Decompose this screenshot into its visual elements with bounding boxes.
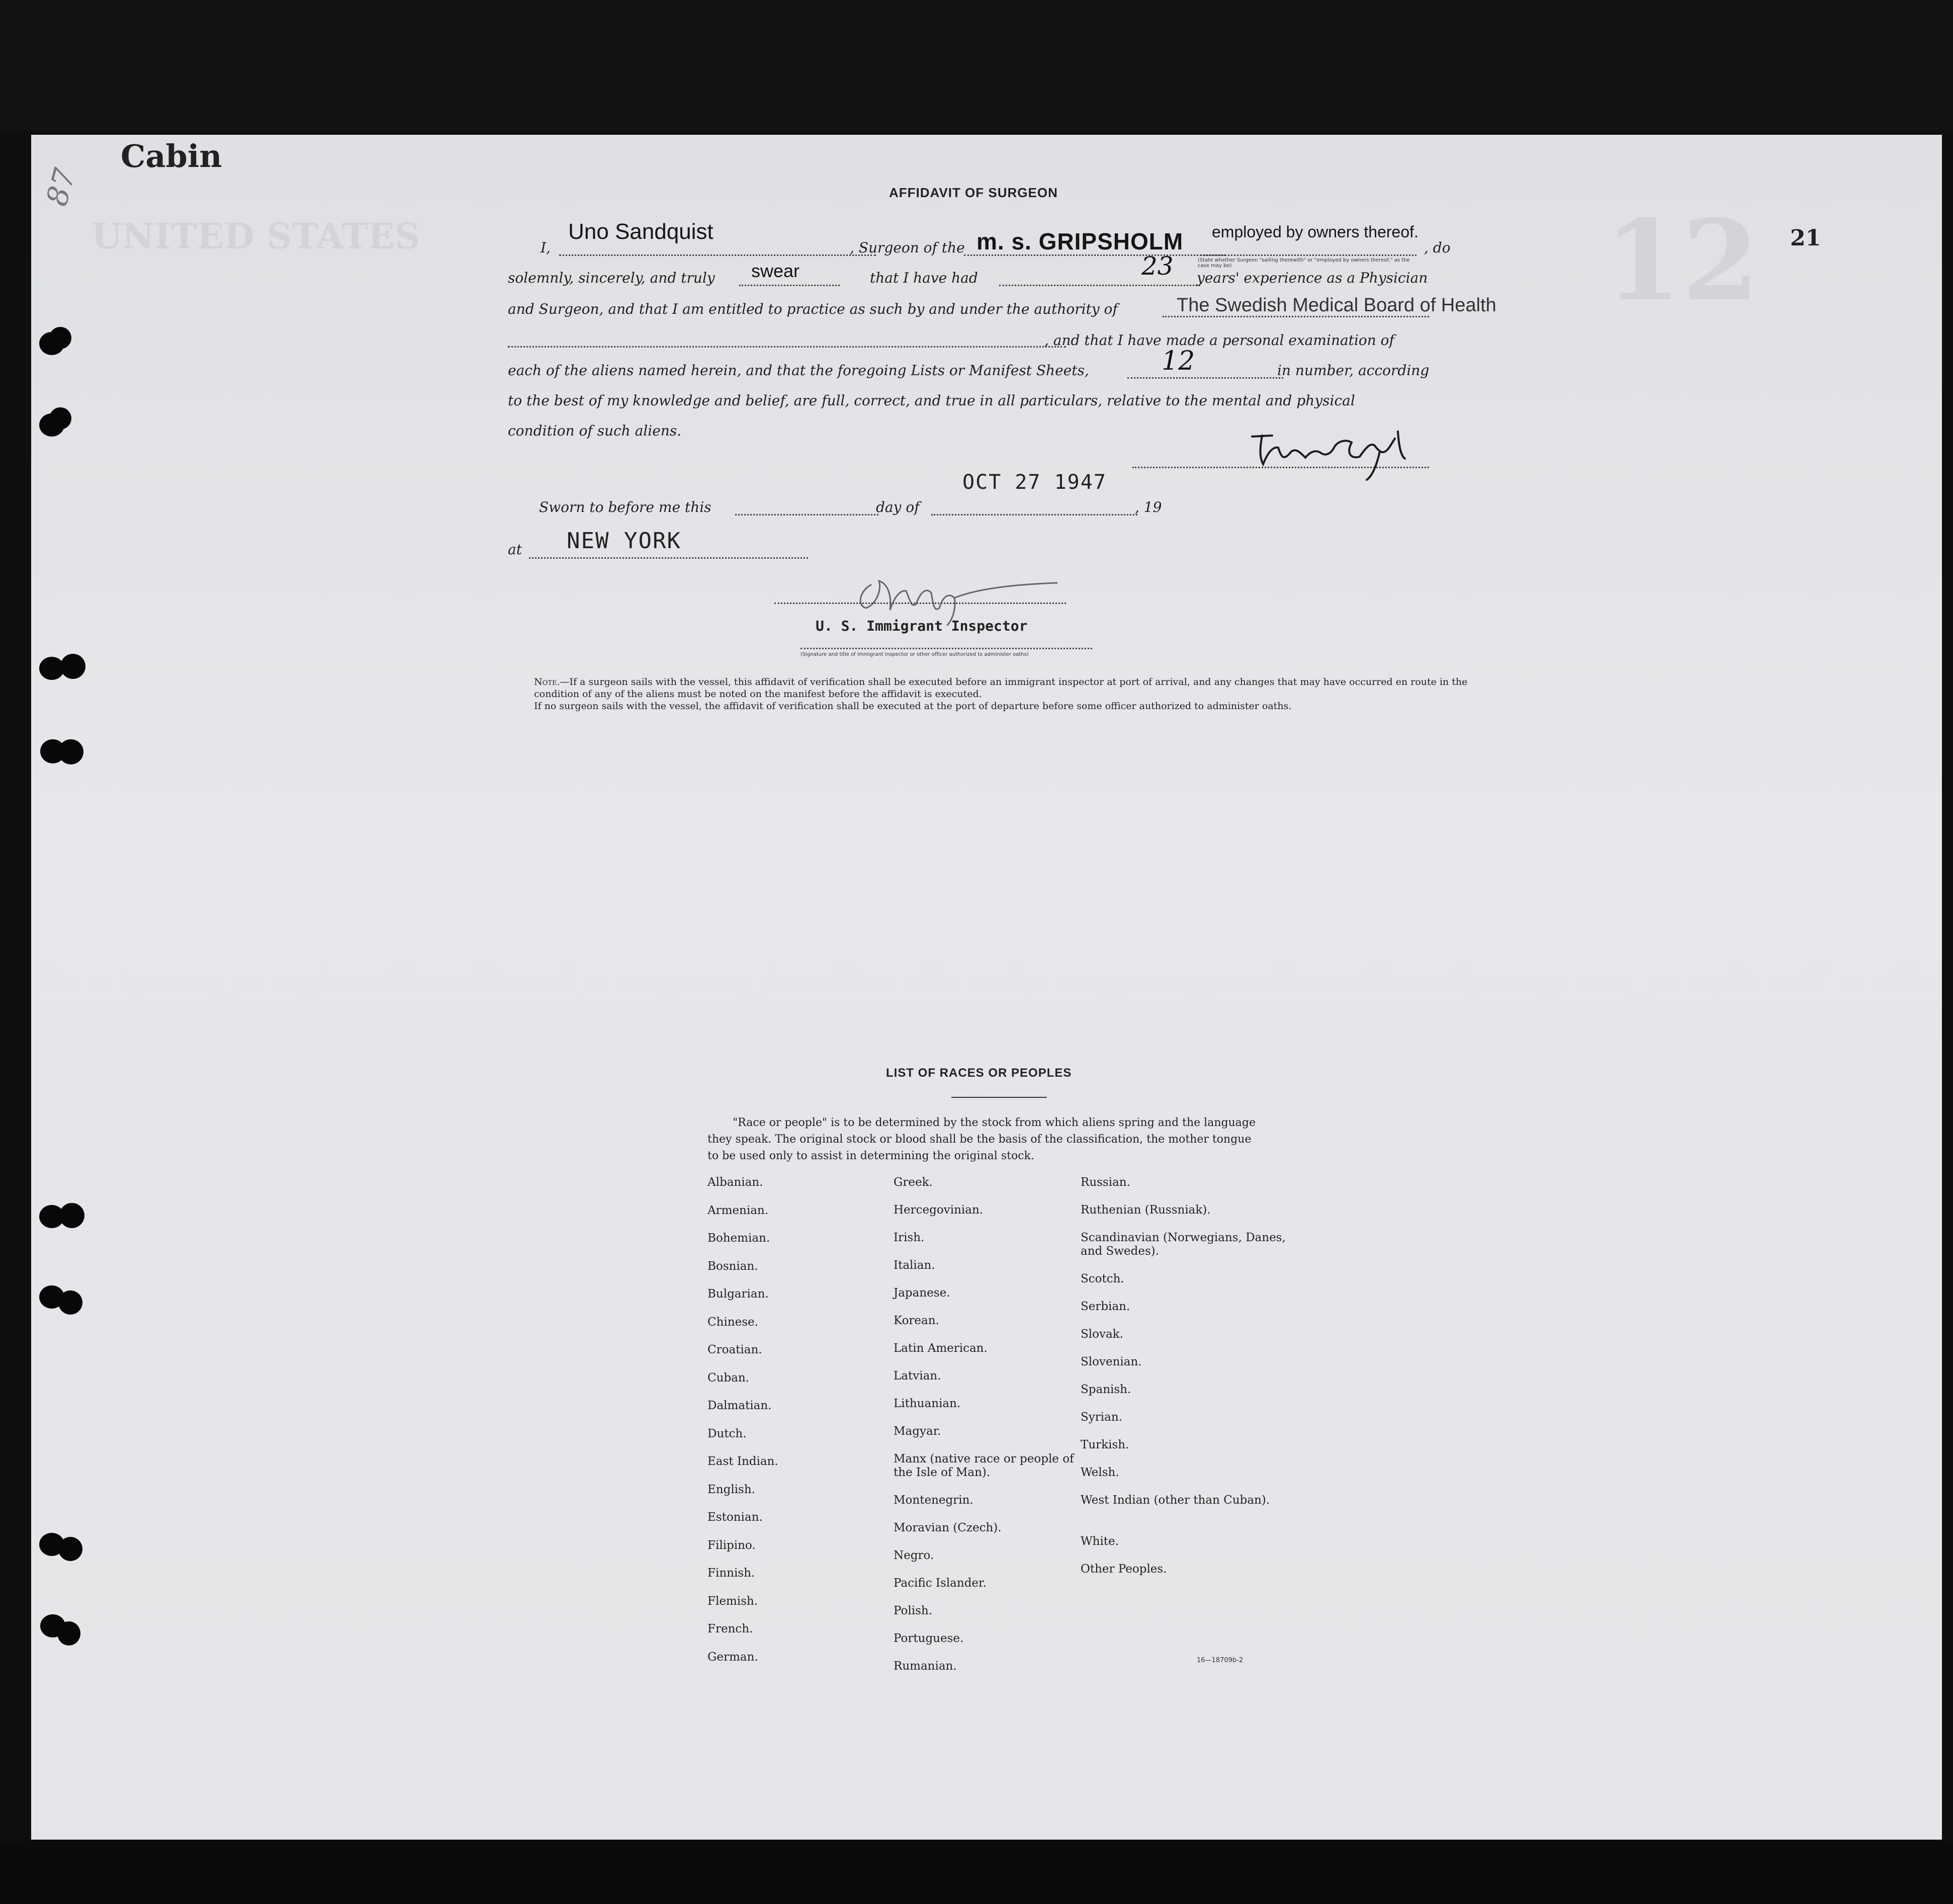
affidavit-text: condition of such aliens. xyxy=(508,422,682,439)
race-list-item: White. xyxy=(1081,1535,1119,1548)
race-list-item: Estonian. xyxy=(707,1511,763,1524)
race-list-item: Moravian (Czech). xyxy=(894,1521,1002,1534)
affidavit-text: , and that I have made a personal examination of xyxy=(1044,332,1394,349)
race-list-item: Latvian. xyxy=(894,1369,941,1382)
sheet-count: 12 xyxy=(1162,346,1195,376)
pencil-number: 87 xyxy=(39,164,82,210)
form-number: 16—18709b-2 xyxy=(1197,1657,1244,1664)
inspector-caption: (Signature and title of immigrant inspector or other officer authorized to administer oaths) xyxy=(801,652,1029,657)
affidavit-text: solemnly, sincerely, and truly xyxy=(508,270,715,286)
affidavit-prefix-i: I, xyxy=(541,239,551,256)
race-list-item: English. xyxy=(707,1483,755,1496)
race-list-item: Other Peoples. xyxy=(1081,1563,1167,1576)
race-list-item: Irish. xyxy=(894,1231,925,1244)
place-prefix: at xyxy=(508,541,522,558)
race-list-item: Montenegrin. xyxy=(894,1494,973,1507)
fill-line xyxy=(735,514,878,515)
employment-status: employed by owners thereof. xyxy=(1212,223,1418,241)
race-list-item: Turkish. xyxy=(1081,1438,1129,1451)
race-list-item: Chinese. xyxy=(707,1315,758,1329)
race-list-item: Rumanian. xyxy=(894,1660,957,1673)
sworn-text: Sworn to before me this xyxy=(539,499,712,515)
binder-hole xyxy=(57,1621,80,1646)
race-list-item: Pacific Islander. xyxy=(894,1577,987,1590)
affidavit-text: each of the aliens named herein, and that the foregoing Lists or Manifest Sheets, xyxy=(508,362,1089,379)
race-list-item: Bulgarian. xyxy=(707,1287,769,1301)
affidavit-text: , Surgeon of the xyxy=(850,239,965,256)
fill-line xyxy=(739,285,840,286)
race-list-item: Albanian. xyxy=(707,1176,763,1189)
race-list-item: Latin American. xyxy=(894,1342,988,1355)
race-list-item: Ruthenian (Russniak). xyxy=(1081,1203,1211,1217)
race-list-item: Scandinavian (Norwegians, Danes, and Swedes). xyxy=(1081,1231,1286,1258)
race-list-item: Dutch. xyxy=(707,1427,747,1440)
surgeon-name: Uno Sandquist xyxy=(568,219,714,244)
sheet-number: 21 xyxy=(1790,225,1821,251)
vessel-name: m. s. GRIPSHOLM xyxy=(976,228,1184,254)
sworn-text: , 19 xyxy=(1135,499,1162,515)
surgeon-signature xyxy=(1248,416,1429,482)
affidavit-text: and Surgeon, and that I am entitled to practice as such by and under the authority of xyxy=(508,301,1118,317)
race-list-item: Slovak. xyxy=(1081,1328,1123,1341)
title-rule xyxy=(951,1097,1047,1098)
race-list-item: Croatian. xyxy=(707,1343,762,1356)
fill-line xyxy=(529,557,808,559)
binder-hole xyxy=(49,327,71,349)
licensing-authority: The Swedish Medical Board of Health xyxy=(1177,295,1496,316)
race-list-item: Hercegovinian. xyxy=(894,1203,984,1217)
fill-line xyxy=(1127,377,1283,379)
binder-hole xyxy=(49,407,71,429)
binder-hole xyxy=(60,654,85,679)
race-list-item: Negro. xyxy=(894,1549,934,1562)
race-list-item: Scotch. xyxy=(1081,1272,1124,1285)
race-list-item: Lithuanian. xyxy=(894,1397,961,1410)
microfilm-border-bottom xyxy=(0,1842,1953,1904)
employment-note: (State whether Surgeon "sailing therewith" or "employed by owners thereof," as the case may be) xyxy=(1198,257,1410,269)
note-text: —If a surgeon sails with the vessel, this affidavit of verification shall be executed before an immigrant inspector at port of arrival, and any changes that may have occurred en route in the condition of any of the aliens must be noted on the manifest before the affidavit is executed. xyxy=(534,676,1468,700)
race-list-item: Korean. xyxy=(894,1314,939,1327)
races-title: LIST OF RACES OR PEOPLES xyxy=(886,1066,1072,1080)
affidavit-text: years' experience as a Physician xyxy=(1197,270,1428,286)
race-list-item: Manx (native race or people of the Isle of Man). xyxy=(894,1452,1074,1479)
binder-hole xyxy=(59,1203,84,1228)
microfilm-border-top xyxy=(0,0,1953,131)
race-list-item: Flemish. xyxy=(707,1594,758,1608)
race-list-item: Welsh. xyxy=(1081,1466,1119,1479)
affidavit-note-2: If no surgeon sails with the vessel, the affidavit of verification shall be executed at the port of departure before some officer authorized to administer oaths. xyxy=(534,701,1292,712)
race-list-item: East Indian. xyxy=(707,1455,778,1468)
affidavit-title: AFFIDAVIT OF SURGEON xyxy=(889,185,1058,200)
fill-line xyxy=(559,254,876,256)
inspector-title: U. S. Immigrant Inspector xyxy=(816,618,1028,634)
race-list-item: German. xyxy=(707,1650,758,1664)
race-list-item: Italian. xyxy=(894,1259,935,1272)
sworn-date-stamp: OCT 27 1947 xyxy=(962,471,1107,494)
race-list-item: Portuguese. xyxy=(894,1632,964,1645)
inspector-signature xyxy=(836,560,1067,620)
affidavit-text: in number, according xyxy=(1277,362,1430,379)
affidavit-text: , do xyxy=(1424,239,1451,256)
race-list-item: Armenian. xyxy=(707,1203,769,1217)
race-list-item: Dalmatian. xyxy=(707,1399,772,1412)
fill-line xyxy=(508,346,1066,348)
race-list-item: Polish. xyxy=(894,1604,933,1617)
race-list-item: Japanese. xyxy=(894,1286,950,1300)
race-list-item: Syrian. xyxy=(1081,1411,1122,1424)
fill-line xyxy=(1200,254,1416,256)
note-label: Note. xyxy=(534,676,560,687)
manifest-page xyxy=(31,135,1942,1840)
race-list-item: French. xyxy=(707,1622,753,1635)
affidavit-text: that I have had xyxy=(870,270,978,286)
race-list-item: Filipino. xyxy=(707,1538,756,1552)
years-experience: 23 xyxy=(1141,251,1174,281)
races-intro: "Race or people" is to be determined by the stock from which aliens spring and the language they speak. The original stock or blood shall be the basis of the classification, the mother tongue to be used only to assist in determining the original stock. xyxy=(707,1116,1256,1162)
binder-hole xyxy=(58,1290,82,1315)
race-list-item: West Indian (other than Cuban). xyxy=(1081,1494,1270,1507)
affidavit-text: to the best of my knowledge and belief, are full, correct, and true in all particulars, relative to the mental and physical xyxy=(508,392,1355,409)
race-list-item: Greek. xyxy=(894,1176,933,1189)
class-label: Cabin xyxy=(121,138,222,175)
sworn-text: day of xyxy=(876,499,920,515)
binder-hole xyxy=(58,739,83,764)
signature-line xyxy=(774,602,1066,604)
binder-hole xyxy=(58,1537,82,1561)
race-list-item: Serbian. xyxy=(1081,1300,1130,1313)
race-list-item: Bosnian. xyxy=(707,1259,758,1273)
oath-word: swear xyxy=(751,261,800,281)
bleed-through-text: 12 xyxy=(1605,195,1759,325)
race-list-item: Magyar. xyxy=(894,1425,941,1438)
race-list-item: Cuban. xyxy=(707,1371,749,1384)
signature-line xyxy=(801,648,1092,649)
race-list-item: Slovenian. xyxy=(1081,1355,1142,1368)
bleed-through-text: UNITED STATES xyxy=(92,215,420,257)
sworn-place: NEW YORK xyxy=(567,528,681,554)
race-list-item: Spanish. xyxy=(1081,1383,1131,1396)
race-list-item: Bohemian. xyxy=(707,1232,770,1245)
fill-line xyxy=(999,285,1200,286)
race-list-item: Russian. xyxy=(1081,1176,1130,1189)
fill-line xyxy=(931,514,1137,515)
affidavit-note xyxy=(534,676,1474,700)
race-list-item: Finnish. xyxy=(707,1567,755,1580)
